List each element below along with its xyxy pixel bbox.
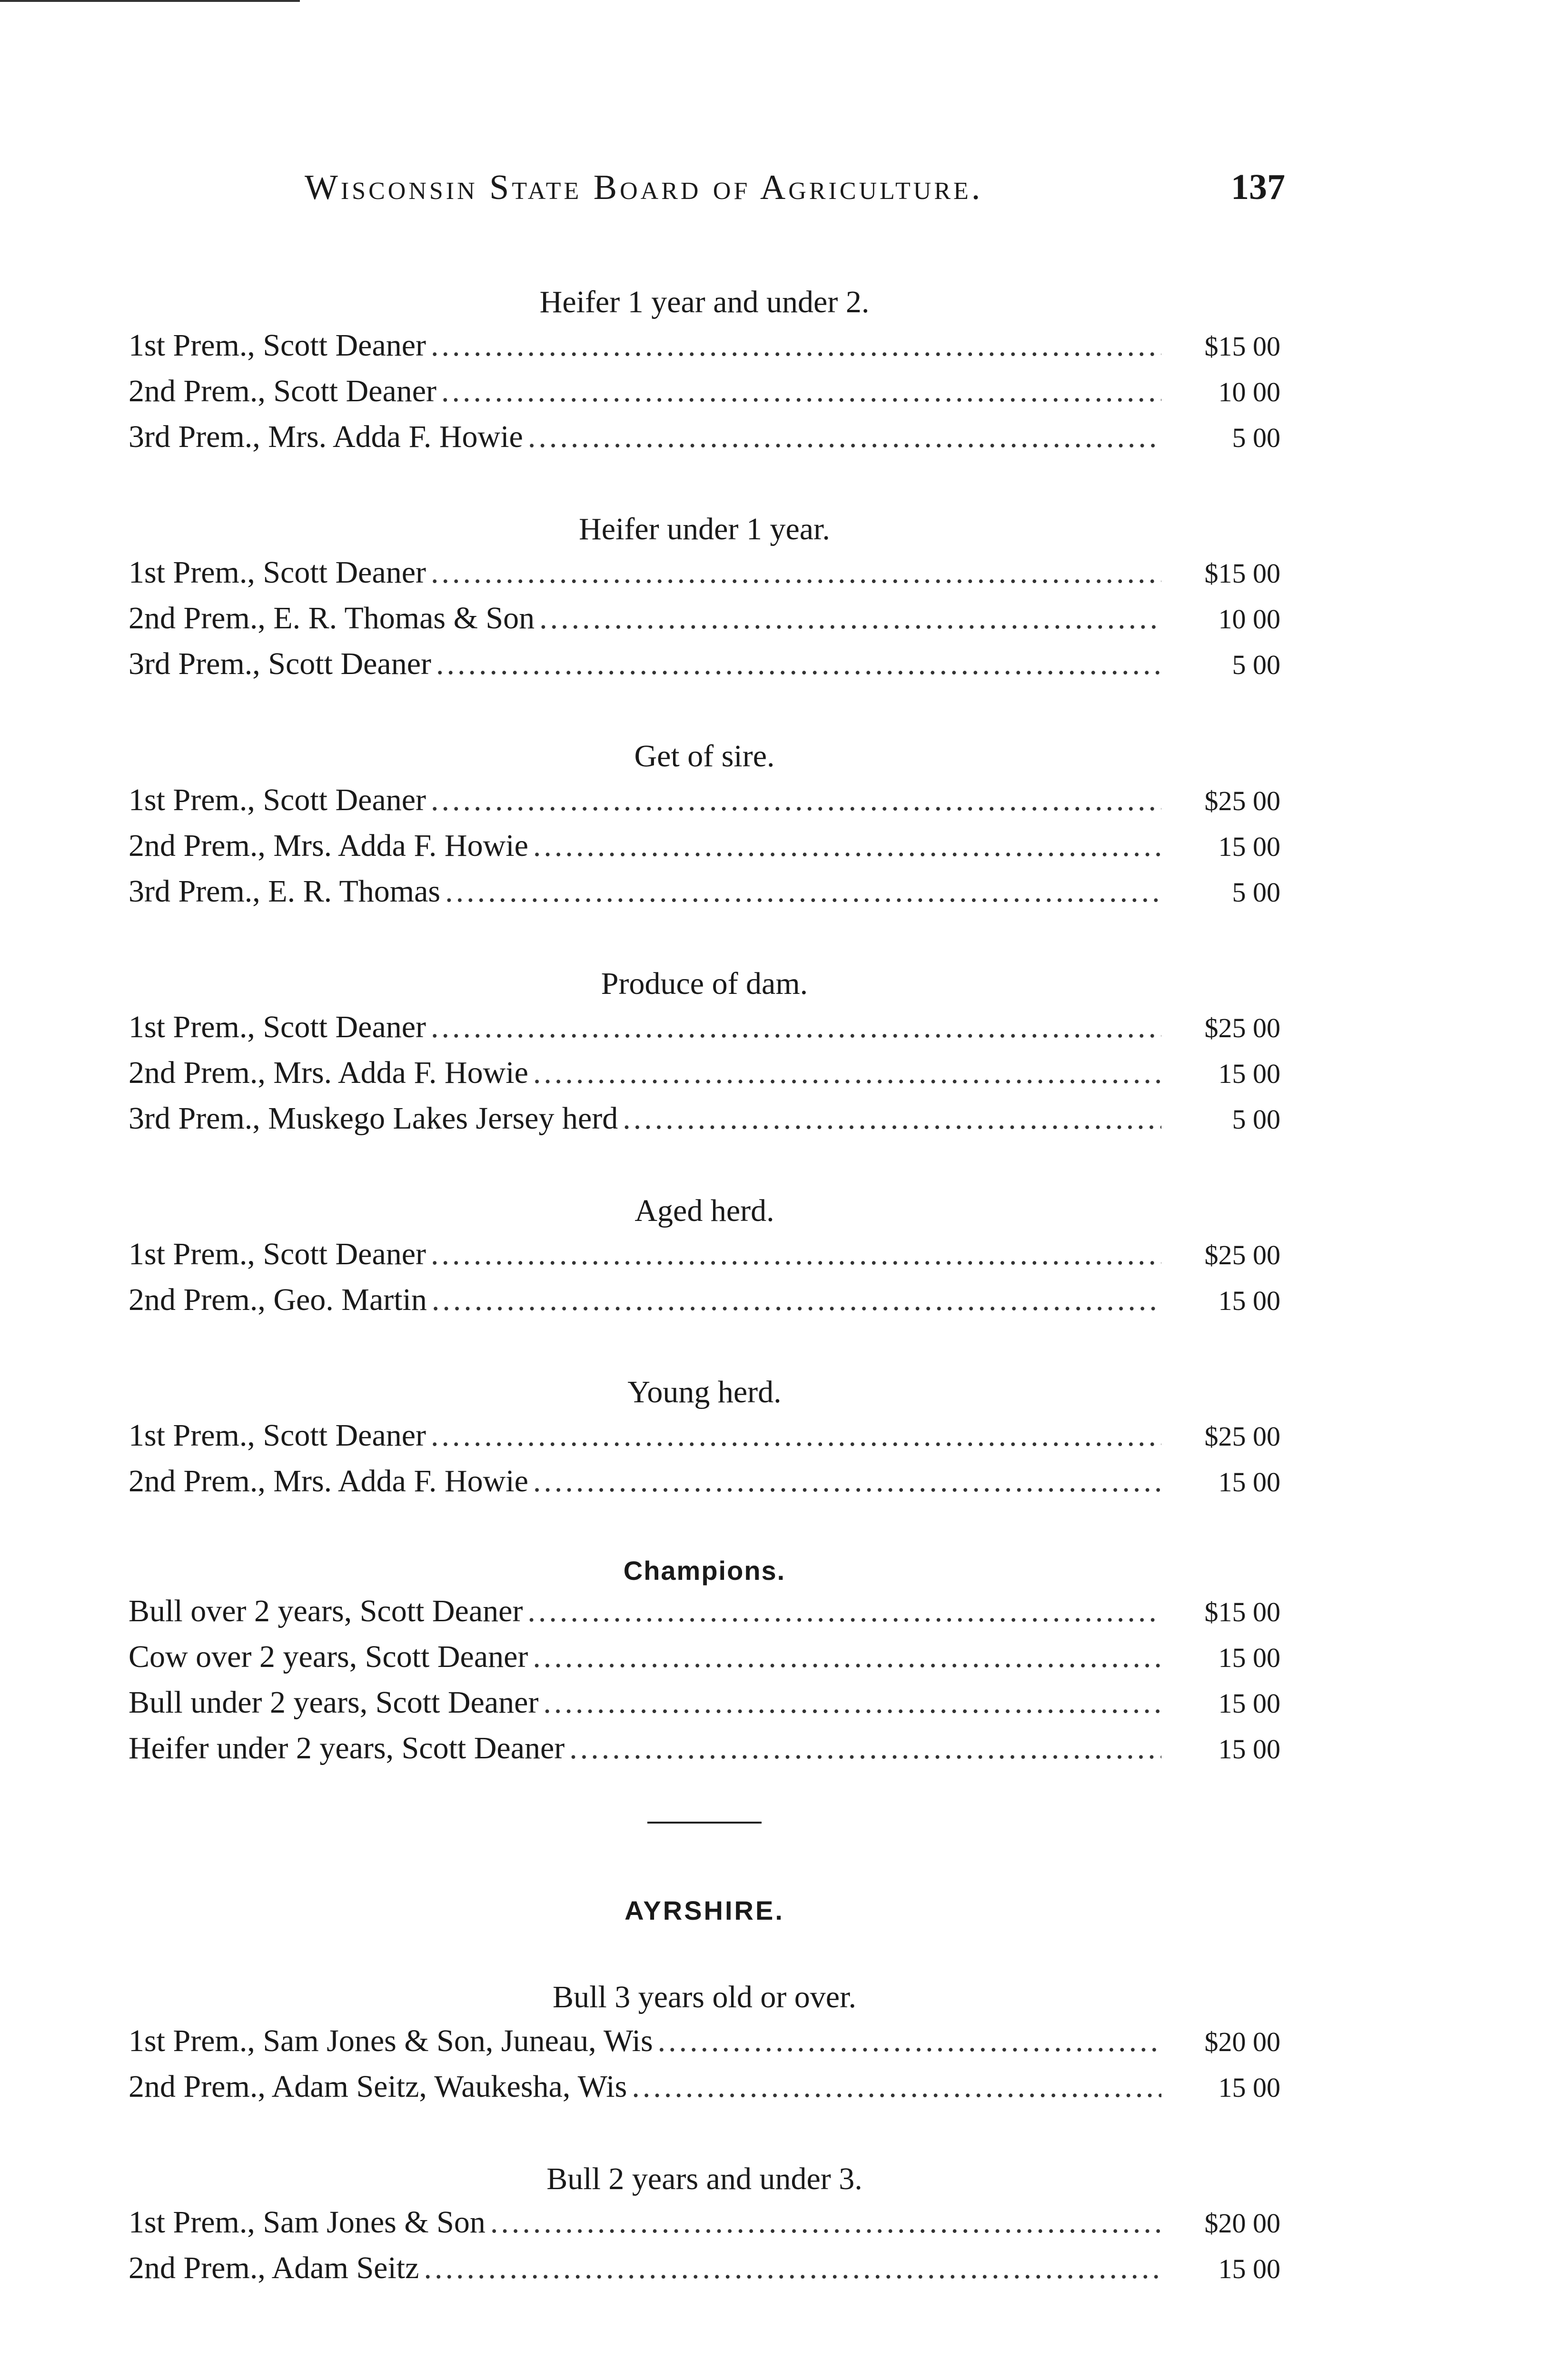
premium-label: 3rd Prem., Scott Deaner <box>129 646 431 682</box>
premium-label: 1st Prem., Scott Deaner <box>129 1418 426 1453</box>
leader-dots <box>533 828 1161 864</box>
premium-amount: $20 00 <box>1204 2207 1280 2239</box>
premium-label: Bull under 2 years, Scott Deaner <box>129 1685 539 1720</box>
premium-amount: $15 00 <box>1204 558 1280 589</box>
premium-row <box>129 1418 1280 1463</box>
leader-dots <box>623 1101 1161 1137</box>
premium-row <box>129 1282 1280 1328</box>
premium-amount: 15 00 <box>1218 2072 1280 2103</box>
leader-dots <box>533 1639 1161 1675</box>
premium-amount: 15 00 <box>1218 1285 1280 1316</box>
premium-label: 2nd Prem., Adam Seitz <box>129 2250 419 2285</box>
premium-section <box>129 510 1280 692</box>
premium-row <box>129 1593 1280 1639</box>
leader-dots <box>490 2204 1161 2241</box>
premium-row <box>129 1730 1280 1776</box>
premium-amount: $25 00 <box>1204 1239 1280 1270</box>
section-title: Get of sire. <box>634 739 775 774</box>
premium-section <box>129 1373 1280 1509</box>
premium-section <box>129 737 1280 919</box>
premium-row <box>129 873 1280 919</box>
leader-dots <box>528 419 1161 455</box>
premium-label: Heifer under 2 years, Scott Deaner <box>129 1731 565 1766</box>
premium-row <box>129 646 1280 692</box>
section-title: Produce of dam. <box>601 966 808 1001</box>
premium-row <box>129 1463 1280 1509</box>
premium-amount: 15 00 <box>1218 1642 1280 1674</box>
premium-section <box>129 1192 1280 1328</box>
premium-label: 2nd Prem., Scott Deaner <box>129 374 437 409</box>
premium-row <box>129 2069 1280 2114</box>
leader-dots <box>431 782 1161 818</box>
premium-label: Bull over 2 years, Scott Deaner <box>129 1594 523 1629</box>
premium-row <box>129 1055 1280 1101</box>
top-edge-rule <box>0 0 300 2</box>
premium-amount: 15 00 <box>1218 1058 1280 1089</box>
premium-amount: $15 00 <box>1204 331 1280 362</box>
leader-dots <box>431 327 1161 364</box>
premium-row <box>129 2204 1280 2250</box>
premium-row <box>129 555 1280 600</box>
page-header <box>305 167 1285 208</box>
leader-dots <box>539 600 1161 636</box>
premium-row <box>129 419 1280 465</box>
section-title: Aged herd. <box>634 1193 774 1228</box>
premium-row <box>129 828 1280 873</box>
leader-dots <box>658 2023 1161 2059</box>
premium-amount: 5 00 <box>1232 876 1280 908</box>
premium-amount: $25 00 <box>1204 785 1280 816</box>
premium-amount: 15 00 <box>1218 1688 1280 1719</box>
leader-dots <box>533 1463 1161 1499</box>
premium-label: 1st Prem., Scott Deaner <box>129 1236 426 1271</box>
premium-amount: 15 00 <box>1218 1467 1280 1498</box>
section-title: Heifer 1 year and under 2. <box>539 285 870 319</box>
premium-label: 3rd Prem., Mrs. Adda F. Howie <box>129 419 523 455</box>
leader-dots <box>431 1418 1161 1454</box>
premium-label: 1st Prem., Sam Jones & Son, Juneau, Wis <box>129 2023 653 2058</box>
premium-amount: $15 00 <box>1204 1597 1280 1628</box>
premium-row <box>129 1009 1280 1055</box>
premium-row <box>129 327 1280 373</box>
premium-amount: 10 00 <box>1218 377 1280 408</box>
premium-label: 1st Prem., Scott Deaner <box>129 328 426 363</box>
premium-row <box>129 1236 1280 1282</box>
premium-amount: $20 00 <box>1204 2026 1280 2057</box>
leader-dots <box>431 1236 1161 1272</box>
premium-amount: 15 00 <box>1218 831 1280 862</box>
premium-label: 2nd Prem., Adam Seitz, Waukesha, Wis <box>129 2069 627 2104</box>
premium-section <box>129 965 1280 1146</box>
premium-label: 1st Prem., Sam Jones & Son <box>129 2204 486 2240</box>
premium-amount: 10 00 <box>1218 604 1280 635</box>
premium-row <box>129 782 1280 828</box>
leader-dots <box>569 1730 1161 1766</box>
section-divider-rule <box>647 1822 762 1824</box>
leader-dots <box>441 373 1161 409</box>
breed-heading: AYRSHIRE. <box>624 1895 784 1926</box>
section-title: Champions. <box>623 1556 786 1586</box>
section-title: Young herd. <box>627 1374 782 1409</box>
leader-dots <box>431 1009 1161 1045</box>
running-title: Wisconsin State Board of Agriculture. <box>305 168 983 207</box>
premium-label: 3rd Prem., Muskego Lakes Jersey herd <box>129 1101 618 1136</box>
premium-label: Cow over 2 years, Scott Deaner <box>129 1639 528 1675</box>
page-number: 137 <box>1231 167 1285 207</box>
premium-amount: 15 00 <box>1218 2253 1280 2284</box>
section-title: Bull 3 years old or over. <box>553 1980 856 2015</box>
premium-section <box>129 2160 1280 2296</box>
champions-section <box>129 1555 1280 1776</box>
premium-amount: 5 00 <box>1232 649 1280 681</box>
premium-label: 2nd Prem., E. R. Thomas & Son <box>129 601 535 636</box>
leader-dots <box>424 2250 1161 2286</box>
leader-dots <box>436 646 1161 682</box>
premium-label: 2nd Prem., Geo. Martin <box>129 1282 427 1317</box>
leader-dots <box>632 2069 1161 2105</box>
premium-row <box>129 2250 1280 2296</box>
premium-row <box>129 1101 1280 1146</box>
premium-label: 2nd Prem., Mrs. Adda F. Howie <box>129 1464 528 1499</box>
leader-dots <box>432 1282 1161 1318</box>
premium-row <box>129 600 1280 646</box>
premium-amount: 5 00 <box>1232 1103 1280 1135</box>
premium-label: 2nd Prem., Mrs. Adda F. Howie <box>129 828 528 863</box>
leader-dots <box>445 873 1161 910</box>
section-title: Heifer under 1 year. <box>579 512 830 547</box>
leader-dots <box>527 1593 1161 1629</box>
leader-dots <box>543 1685 1161 1721</box>
premium-label: 3rd Prem., E. R. Thomas <box>129 873 441 909</box>
premium-amount: $25 00 <box>1204 1421 1280 1452</box>
premium-amount: 15 00 <box>1218 1734 1280 1765</box>
leader-dots <box>431 555 1161 591</box>
premium-row <box>129 373 1280 419</box>
premium-amount: 5 00 <box>1232 422 1280 454</box>
premium-label: 2nd Prem., Mrs. Adda F. Howie <box>129 1055 528 1090</box>
leader-dots <box>533 1055 1161 1091</box>
section-title: Bull 2 years and under 3. <box>546 2161 862 2196</box>
premium-label: 1st Prem., Scott Deaner <box>129 1009 426 1044</box>
premium-row <box>129 1639 1280 1685</box>
premium-row <box>129 1685 1280 1730</box>
premium-section <box>129 1978 1280 2114</box>
premium-label: 1st Prem., Scott Deaner <box>129 555 426 590</box>
page-content <box>129 283 1280 2341</box>
premium-section <box>129 283 1280 465</box>
premium-amount: $25 00 <box>1204 1012 1280 1043</box>
premium-row <box>129 2023 1280 2069</box>
premium-label: 1st Prem., Scott Deaner <box>129 782 426 817</box>
